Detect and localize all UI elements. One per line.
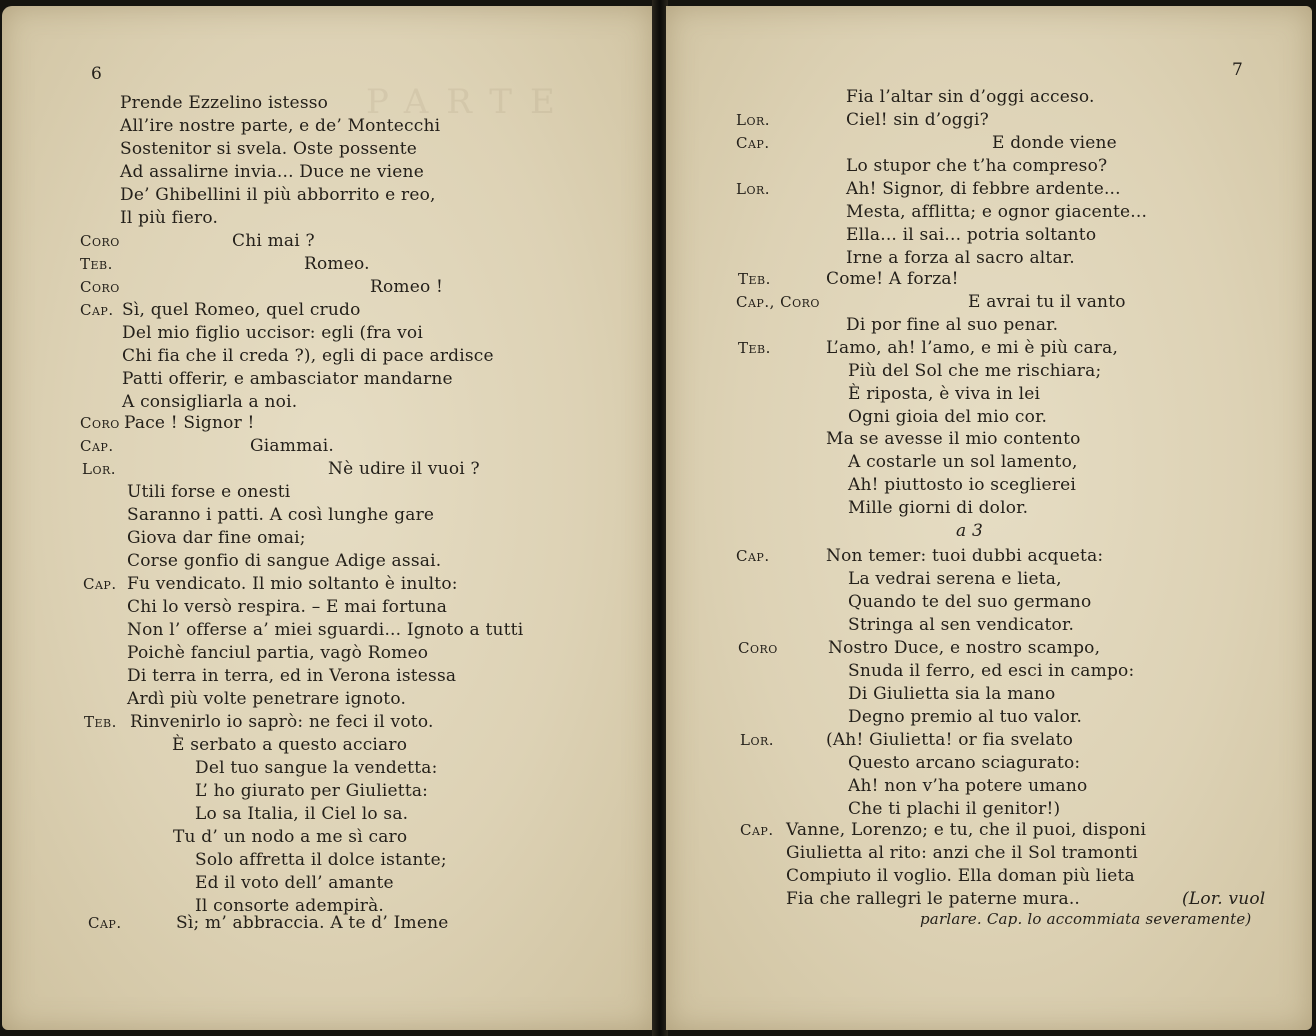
dialogue-line: L’amo, ah! l’amo, e mi è più cara, [826, 338, 1119, 358]
verse-line: Ed il voto dell’ amante [195, 873, 394, 893]
dialogue-line: Ah! Signor, di febbre ardente... [846, 179, 1121, 199]
verse-line: Ella... il sai... potria soltanto [846, 225, 1097, 245]
verse-line: parlare. Cap. lo accommiata severamente) [920, 910, 1252, 928]
verse-line: All’ire nostre parte, e de’ Montecchi [120, 116, 441, 136]
verse-line: Tu d’ un nodo a me sì caro [173, 827, 408, 847]
verse-line: Corse gonfio di sangue Adige assai. [127, 551, 442, 571]
verse-line: Utili forse e onesti [127, 482, 291, 502]
verse-line: Giova dar fine omai; [127, 528, 306, 548]
verse-line: A consigliarla a noi. [122, 392, 298, 412]
speaker-label: Lor. [736, 111, 771, 129]
speaker-label: Teb. [80, 255, 113, 273]
verse-line: Il consorte adempirà. [195, 896, 385, 916]
verse-line: La vedrai serena e lieta, [848, 569, 1062, 589]
verse-line: L’ ho giurato per Giulietta: [195, 781, 429, 801]
speaker-label: Cap. [83, 575, 117, 593]
verse-line: Saranno i patti. A così lunghe gare [127, 505, 435, 525]
verse-line: Più del Sol che me rischiara; [848, 361, 1102, 381]
verse-line: Solo affretta il dolce istante; [195, 850, 447, 870]
dialogue-line: Come! A forza! [826, 269, 959, 289]
verse-line: È riposta, è viva in lei [848, 384, 1041, 404]
speaker-label: Lor. [740, 731, 775, 749]
speaker-label: Teb. [84, 713, 117, 731]
verse-line: Chi fia che il creda ?), egli di pace ardisce [122, 346, 494, 366]
verse-line: Fia che rallegri le paterne mura.. [786, 889, 1081, 909]
verse-line: Prende Ezzelino istesso [120, 93, 329, 113]
verse-line: Lo stupor che t’ha compreso? [846, 156, 1108, 176]
speaker-label: Cap. [736, 134, 770, 152]
page-number-left: 6 [91, 64, 102, 84]
verse-line: Ah! piuttosto io sceglierei [848, 475, 1077, 495]
speaker-label: Cap. [740, 821, 774, 839]
verse-line: Giulietta al rito: anzi che il Sol tramonti [786, 843, 1138, 863]
verse-line: Lo sa Italia, il Ciel lo sa. [195, 804, 409, 824]
verse-line: Poichè fanciul partia, vagò Romeo [127, 643, 429, 663]
verse-line: Degno premio al tuo valor. [848, 707, 1083, 727]
speaker-label: Cap., Coro [736, 293, 820, 311]
dialogue-line: E donde viene [992, 133, 1117, 153]
dialogue-line: Non temer: tuoi dubbi acqueta: [826, 546, 1104, 566]
verse-line: Ah! non v’ha potere umano [848, 776, 1088, 796]
verse-line: (Lor. vuol [1182, 889, 1266, 909]
verse-line: Fia l’altar sin d’oggi acceso. [846, 87, 1095, 107]
speaker-label: Lor. [82, 460, 117, 478]
verse-line: Del tuo sangue la vendetta: [195, 758, 438, 778]
verse-line: Ogni gioia del mio cor. [848, 407, 1048, 427]
speaker-label: Coro [80, 232, 120, 250]
dialogue-line: Romeo. [304, 254, 370, 274]
speaker-label: Coro [80, 278, 120, 296]
verse-line: Ardì più volte penetrare ignoto. [127, 689, 407, 709]
speaker-label: Coro [80, 414, 120, 432]
show-through-text: PARTE [366, 82, 573, 122]
dialogue-line: Chi mai ? [232, 231, 315, 251]
dialogue-line: Romeo ! [370, 277, 444, 297]
speaker-label: Teb. [738, 339, 771, 357]
dialogue-line: Pace ! Signor ! [124, 413, 255, 433]
verse-line: Di terra in terra, ed in Verona istessa [127, 666, 457, 686]
dialogue-line: Nostro Duce, e nostro scampo, [828, 638, 1101, 658]
verse-line: Mesta, afflitta; e ognor giacente... [846, 202, 1148, 222]
verse-line: Stringa al sen vendicator. [848, 615, 1075, 635]
page-number-right: 7 [1232, 60, 1243, 80]
verse-line: Di Giulietta sia la mano [848, 684, 1056, 704]
verse-line: Del mio figlio uccisor: egli (fra voi [122, 323, 423, 343]
dialogue-line: Nè udire il vuoi ? [328, 459, 480, 479]
verse-line: Snuda il ferro, ed esci in campo: [848, 661, 1135, 681]
verse-line: Di por fine al suo penar. [846, 315, 1059, 335]
verse-line: a 3 [956, 521, 983, 541]
speaker-label: Coro [738, 639, 778, 657]
verse-line: Quando te del suo germano [848, 592, 1092, 612]
verse-line: Mille giorni di dolor. [848, 498, 1029, 518]
dialogue-line: Rinvenirlo io saprò: ne feci il voto. [130, 712, 434, 732]
verse-line: De’ Ghibellini il più abborrito e reo, [120, 185, 436, 205]
verse-line: Sostenitor si svela. Oste possente [120, 139, 418, 159]
dialogue-line: Giammai. [250, 436, 334, 456]
verse-line: Che ti plachi il genitor!) [848, 799, 1061, 819]
dialogue-line: Sì; m’ abbraccia. A te d’ Imene [176, 913, 449, 933]
verse-line: Il più fiero. [120, 208, 219, 228]
verse-line: Questo arcano sciagurato: [848, 753, 1081, 773]
speaker-label: Lor. [736, 180, 771, 198]
verse-line: Non l’ offerse a’ miei sguardi... Ignoto a tutti [127, 620, 524, 640]
speaker-label: Cap. [736, 547, 770, 565]
verse-line: Ma se avesse il mio contento [826, 429, 1081, 449]
dialogue-line: (Ah! Giulietta! or fia svelato [826, 730, 1074, 750]
verse-line: È serbato a questo acciaro [172, 735, 408, 755]
verse-line: Patti offerir, e ambasciator mandarne [122, 369, 453, 389]
verse-line: Irne a forza al sacro altar. [846, 248, 1075, 268]
verse-line: Chi lo versò respira. – E mai fortuna [127, 597, 448, 617]
speaker-label: Teb. [738, 270, 771, 288]
dialogue-line: E avrai tu il vanto [968, 292, 1126, 312]
dialogue-line: Fu vendicato. Il mio soltanto è inulto: [127, 574, 458, 594]
verse-line: A costarle un sol lamento, [848, 452, 1078, 472]
speaker-label: Cap. [80, 437, 114, 455]
verse-line: Compiuto il voglio. Ella doman più lieta [786, 866, 1135, 886]
dialogue-line: Sì, quel Romeo, quel crudo [122, 300, 361, 320]
speaker-label: Cap. [88, 914, 122, 932]
dialogue-line: Ciel! sin d’oggi? [846, 110, 989, 130]
speaker-label: Cap. [80, 301, 114, 319]
dialogue-line: Vanne, Lorenzo; e tu, che il puoi, disponi [786, 820, 1147, 840]
verse-line: Ad assalirne invia... Duce ne viene [120, 162, 424, 182]
